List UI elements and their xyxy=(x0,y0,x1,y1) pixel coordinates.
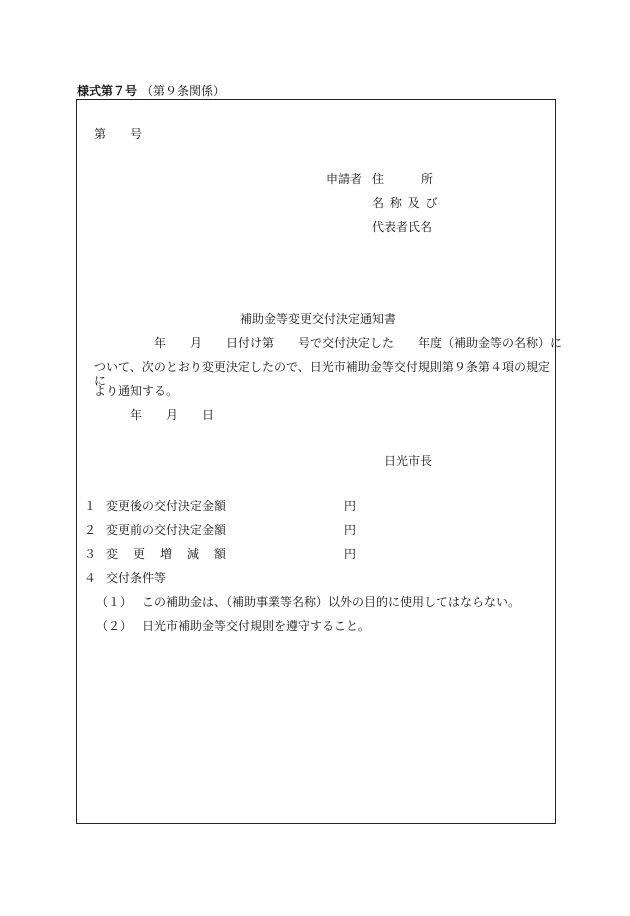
notice-date: 年 月 日 xyxy=(130,408,215,422)
applicant-name-label: 名 称 及 び xyxy=(372,196,439,210)
condition-text: この補助金は、（補助事業等名称）以外の目的に使用してはならない。 xyxy=(142,595,521,609)
document-title: 補助金等変更交付決定通知書 xyxy=(240,312,397,326)
item-number: ３ xyxy=(84,547,97,561)
form-relation-label: （第９条関係） xyxy=(141,84,226,98)
form-frame xyxy=(76,99,556,824)
applicant-label: 申請者 xyxy=(326,172,363,186)
condition-number: （１） xyxy=(96,595,133,609)
item-label-conditions: 交付条件等 xyxy=(106,571,167,585)
body-line-1: 年 月 日付け第 号で交付決定した 年度（補助金等の名称）に xyxy=(154,336,563,350)
condition-number: （２） xyxy=(96,619,133,633)
form-number-label: 様式第７号 xyxy=(77,84,138,98)
applicant-representative-label: 代表者氏名 xyxy=(372,220,433,234)
document-number: 第 号 xyxy=(94,127,143,141)
body-line-3: より通知する。 xyxy=(94,384,179,398)
body-line-2: ついて、次のとおり変更決定したので、日光市補助金等交付規則第９条第４項の規定に xyxy=(94,360,550,388)
item-label-amount-before: 変更前の交付決定金額 xyxy=(106,523,227,537)
item-unit: 円 xyxy=(344,499,357,513)
condition-text: 日光市補助金等交付規則を遵守すること。 xyxy=(142,619,371,633)
item-number: ４ xyxy=(84,571,97,585)
issuer-name: 日光市長 xyxy=(384,454,433,468)
item-label-amount-after: 変更後の交付決定金額 xyxy=(106,499,227,513)
item-unit: 円 xyxy=(344,523,357,537)
item-number: １ xyxy=(84,499,97,513)
applicant-address-label: 住 所 xyxy=(372,172,433,186)
item-number: ２ xyxy=(84,523,97,537)
item-label-change-amount: 変更増減額 xyxy=(106,547,226,561)
item-unit: 円 xyxy=(344,547,357,561)
